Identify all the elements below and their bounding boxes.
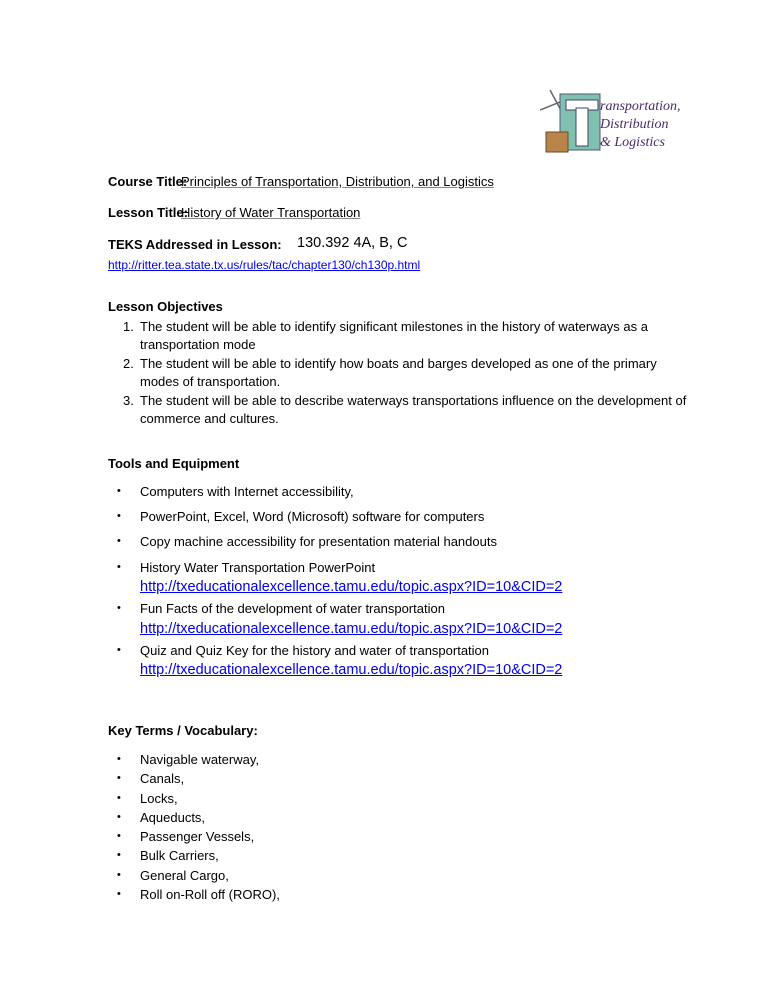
vocab-item: Navigable waterway, [140,752,259,767]
bullet-icon: • [117,602,121,614]
bullet-icon: • [117,830,121,842]
tool-item: Computers with Internet accessibility, [140,484,354,499]
list-number: 3. [123,393,134,408]
tool-item: PowerPoint, Excel, Word (Microsoft) software for computers [140,509,485,524]
fun-facts-link[interactable]: http://txeducationalexcellence.tamu.edu/topic.aspx?ID=10&CID=2 [140,621,563,637]
tool-item: Fun Facts of the development of water transportation [140,601,445,616]
powerpoint-link[interactable]: http://txeducationalexcellence.tamu.edu/topic.aspx?ID=10&CID=2 [140,579,563,595]
lesson-title-label: Lesson Title: [108,205,188,220]
bullet-icon: • [117,772,121,784]
objective-text: The student will be able to identify how boats and barges developed as one of the primary [140,356,657,371]
teks-value: 130.392 4A, B, C [297,235,408,251]
vocab-item: Roll on-Roll off (RORO), [140,887,280,902]
bullet-icon: • [117,644,121,656]
objectives-heading: Lesson Objectives [108,299,223,314]
objective-text: transportation mode [140,337,256,352]
bullet-icon: • [117,888,121,900]
bullet-icon: • [117,561,121,573]
bullet-icon: • [117,510,121,522]
bullet-icon: • [117,849,121,861]
course-title-label: Course Title: [108,174,188,189]
quiz-link[interactable]: http://txeducationalexcellence.tamu.edu/topic.aspx?ID=10&CID=2 [140,662,563,678]
vocab-item: Aqueducts, [140,810,206,825]
bullet-icon: • [117,753,121,765]
tool-item: Copy machine accessibility for presentation material handouts [140,534,497,549]
tdl-logo [540,88,690,158]
vocab-item: Passenger Vessels, [140,829,255,844]
teks-link[interactable]: http://ritter.tea.state.tx.us/rules/tac/chapter130/ch130p.html [108,258,421,272]
list-number: 2. [123,356,134,371]
svg-text:ransportation,: ransportation, [600,99,681,114]
vocab-item: Locks, [140,791,178,806]
objective-text: modes of transportation. [140,374,281,389]
vocab-item: General Cargo, [140,868,229,883]
bullet-icon: • [117,792,121,804]
list-number: 1. [123,319,134,334]
logo-graphic-icon [540,88,690,158]
bullet-icon: • [117,811,121,823]
bullet-icon: • [117,535,121,547]
objective-text: The student will be able to identify significant milestones in the history of waterways as a [140,319,648,334]
bullet-icon: • [117,869,121,881]
objective-text: commerce and cultures. [140,411,279,426]
lesson-title-value: History of Water Transportation [181,205,361,220]
vocab-item: Canals, [140,771,185,786]
course-title-value: Principles of Transportation, Distribution, and Logistics [181,174,494,189]
svg-text:& Logistics: & Logistics [600,135,665,150]
bullet-icon: • [117,485,121,497]
objective-text: The student will be able to describe waterways transportations influence on the development of [140,393,687,408]
tool-item: Quiz and Quiz Key for the history and water of transportation [140,643,490,658]
tool-item: History Water Transportation PowerPoint [140,560,376,575]
teks-label: TEKS Addressed in Lesson: [108,237,282,252]
tools-heading: Tools and Equipment [108,456,240,471]
svg-text:Distribution: Distribution [600,117,669,132]
vocab-item: Bulk Carriers, [140,848,219,863]
vocab-heading: Key Terms / Vocabulary: [108,723,258,738]
